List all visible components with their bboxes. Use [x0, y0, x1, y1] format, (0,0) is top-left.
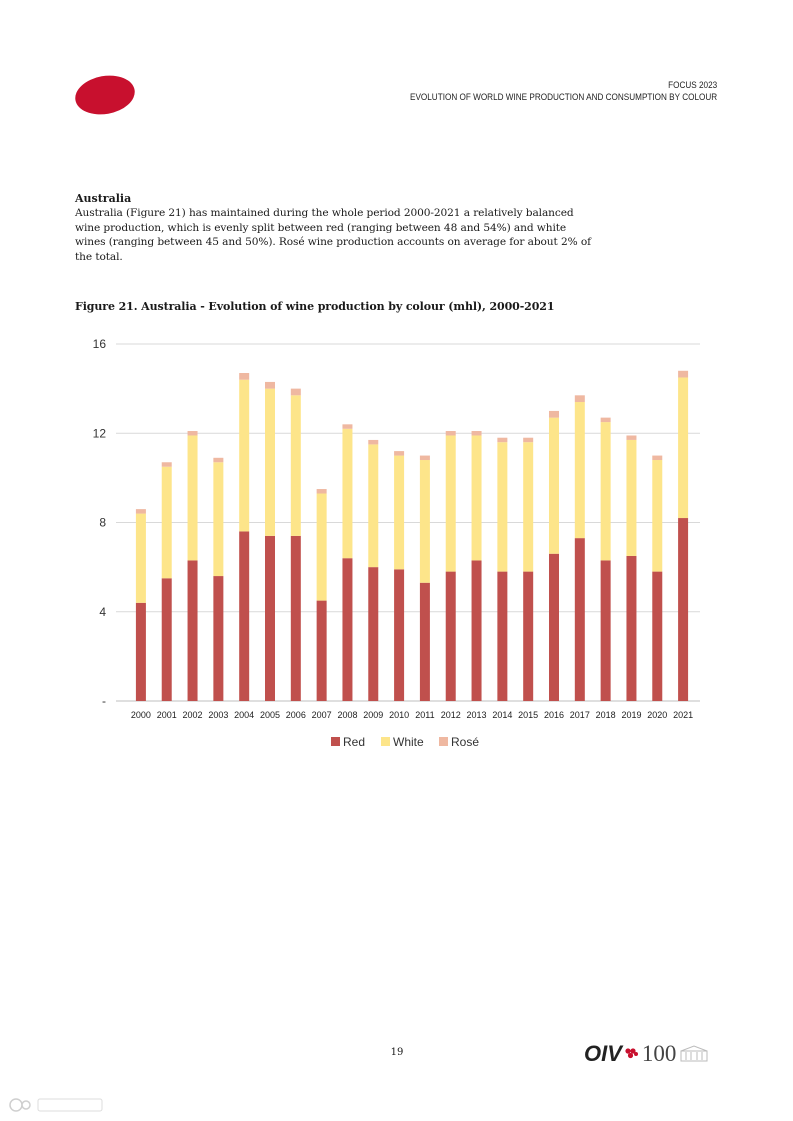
x-tick-label: 2016 — [543, 710, 565, 720]
bar-rose-2001 — [162, 462, 172, 466]
x-tick-label: 2003 — [208, 710, 229, 720]
x-tick-label: 2019 — [621, 710, 642, 720]
x-tick-label: 2013 — [466, 710, 487, 720]
bar-red-2019 — [626, 556, 636, 701]
bar-white-2004 — [239, 380, 249, 532]
bar-rose-2018 — [601, 418, 611, 422]
bar-white-2015 — [523, 442, 533, 571]
watermark-icon — [8, 1095, 108, 1115]
x-tick-label: 2000 — [130, 710, 151, 720]
bar-red-2000 — [136, 603, 146, 701]
x-tick-label: 2009 — [363, 710, 384, 720]
bar-white-2013 — [472, 435, 482, 560]
bar-rose-2011 — [420, 456, 430, 460]
bar-white-2002 — [188, 435, 198, 560]
bar-red-2001 — [162, 578, 172, 701]
bar-red-2010 — [394, 569, 404, 701]
header-focus: FOCUS 2023 — [667, 80, 717, 91]
bar-rose-2012 — [446, 431, 456, 435]
bar-white-2000 — [136, 514, 146, 603]
header-title: EVOLUTION OF WORLD WINE PRODUCTION AND CONSUMPTION BY COLOUR — [409, 92, 717, 103]
bar-white-2016 — [549, 418, 559, 554]
legend-swatch — [381, 737, 390, 746]
x-tick-label: 2018 — [595, 710, 616, 720]
bar-red-2013 — [472, 560, 482, 701]
legend-label: Red — [343, 735, 366, 749]
y-tick-label: 8 — [99, 515, 106, 530]
bar-white-2011 — [420, 460, 430, 583]
bar-white-2010 — [394, 456, 404, 570]
bar-rose-2000 — [136, 509, 146, 513]
bar-white-2012 — [446, 435, 456, 571]
bar-red-2018 — [601, 560, 611, 701]
australia-section — [75, 192, 595, 264]
bar-red-2007 — [317, 601, 327, 701]
bar-red-2017 — [575, 538, 585, 701]
bar-red-2015 — [523, 572, 533, 701]
y-tick-label: - — [102, 694, 106, 708]
x-tick-label: 2002 — [182, 710, 203, 720]
bar-white-2006 — [291, 395, 301, 536]
bar-red-2014 — [497, 572, 507, 701]
x-tick-label: 2012 — [440, 710, 461, 720]
legend-swatch — [331, 737, 340, 746]
oiv-logo-number: 100 — [641, 1041, 677, 1066]
bar-red-2020 — [652, 572, 662, 701]
bar-red-2011 — [420, 583, 430, 701]
x-tick-label: 2006 — [285, 710, 306, 720]
bar-red-2005 — [265, 536, 275, 701]
x-tick-label: 2001 — [156, 710, 177, 720]
legend-label: White — [393, 735, 424, 749]
x-tick-label: 2004 — [234, 710, 255, 720]
x-tick-label: 2011 — [415, 710, 435, 720]
oiv-100-logo — [584, 1040, 709, 1068]
stacked-bar-chart — [80, 330, 710, 760]
bar-rose-2003 — [213, 458, 223, 462]
bar-white-2005 — [265, 389, 275, 536]
bar-white-2007 — [317, 493, 327, 600]
bar-rose-2009 — [368, 440, 378, 444]
bar-red-2016 — [549, 554, 559, 701]
bar-red-2004 — [239, 531, 249, 701]
bar-white-2001 — [162, 467, 172, 579]
bar-red-2006 — [291, 536, 301, 701]
bar-white-2018 — [601, 422, 611, 560]
bar-white-2020 — [652, 460, 662, 572]
bar-white-2009 — [368, 444, 378, 567]
bar-rose-2021 — [678, 371, 688, 378]
x-tick-label: 2007 — [311, 710, 332, 720]
bar-rose-2004 — [239, 373, 249, 380]
legend-swatch — [439, 737, 448, 746]
y-tick-label: 16 — [92, 337, 106, 351]
bar-red-2002 — [188, 560, 198, 701]
section-heading: Australia — [75, 192, 132, 205]
building-emblem-icon — [679, 1045, 709, 1063]
bar-red-2003 — [213, 576, 223, 701]
oiv-red-ellipse-logo — [74, 75, 136, 115]
bar-rose-2002 — [188, 431, 198, 435]
bar-rose-2006 — [291, 389, 301, 396]
bar-rose-2010 — [394, 451, 404, 455]
bar-white-2014 — [497, 442, 507, 571]
x-tick-label: 2014 — [492, 710, 513, 720]
y-tick-label: 4 — [99, 604, 106, 619]
figure-caption: Figure 21. Australia - Evolution of wine production by colour (mhl), 2000-2021 — [75, 300, 555, 313]
bar-rose-2007 — [317, 489, 327, 493]
x-tick-label: 2021 — [673, 710, 694, 720]
bar-white-2003 — [213, 462, 223, 576]
document-header — [410, 80, 717, 104]
legend-label: Rosé — [451, 735, 480, 749]
bar-white-2019 — [626, 440, 636, 556]
x-tick-label: 2015 — [518, 710, 539, 720]
x-tick-label: 2005 — [259, 710, 281, 720]
x-tick-label: 2010 — [389, 710, 410, 720]
x-tick-label: 2008 — [337, 710, 358, 720]
bar-red-2009 — [368, 567, 378, 701]
bar-rose-2015 — [523, 438, 533, 442]
bar-rose-2016 — [549, 411, 559, 418]
bar-rose-2013 — [472, 431, 482, 435]
section-body: Australia (Figure 21) has maintained during the whole period 2000-2021 a relatively balanced wine production, which is evenly split between red (ranging between 48 and 54%) and white wines (ranging between 45 and 50%). Rosé wine production accounts on average for about 2% of the total. — [75, 207, 591, 263]
bar-red-2012 — [446, 572, 456, 701]
bar-rose-2014 — [497, 438, 507, 442]
bar-white-2017 — [575, 402, 585, 538]
bar-rose-2019 — [626, 435, 636, 439]
bar-rose-2017 — [575, 395, 585, 402]
bar-white-2008 — [342, 429, 352, 558]
oiv-logo-text: OIV — [584, 1041, 622, 1066]
bar-rose-2005 — [265, 382, 275, 389]
bar-red-2021 — [678, 518, 688, 701]
bar-rose-2008 — [342, 424, 352, 428]
bar-red-2008 — [342, 558, 352, 701]
x-tick-label: 2017 — [569, 710, 590, 720]
bar-rose-2020 — [652, 456, 662, 460]
x-tick-label: 2020 — [647, 710, 668, 720]
grape-icon — [625, 1048, 639, 1060]
y-tick-label: 12 — [92, 426, 106, 441]
bar-white-2021 — [678, 377, 688, 518]
page-number: 19 — [390, 1047, 404, 1058]
